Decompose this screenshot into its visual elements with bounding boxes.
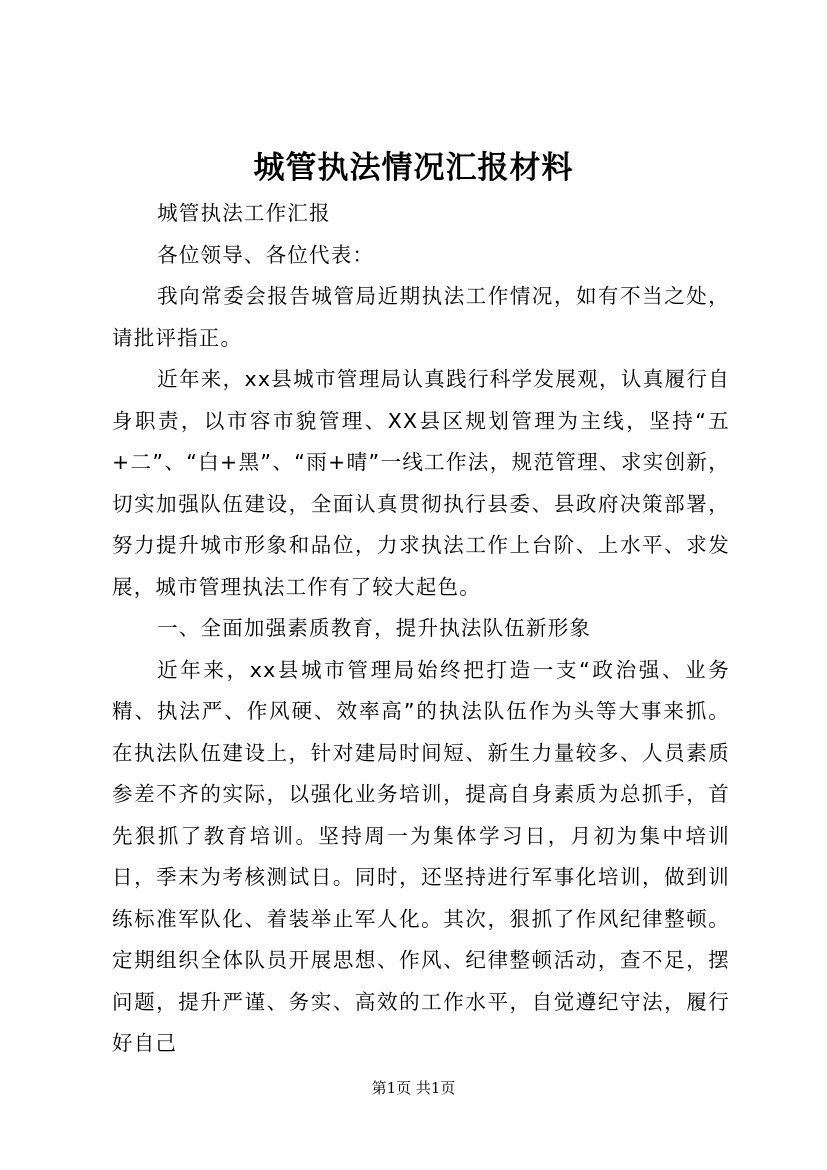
document-title: 城管执法情况汇报材料: [253, 150, 574, 186]
section-heading-1: 一、全面加强素质教育，提升执法队伍新形象: [157, 616, 592, 640]
document-body: [112, 193, 730, 1065]
paragraph-salutation: 各位领导、各位代表：: [157, 242, 375, 267]
paragraph-subtitle: 城管执法工作汇报: [157, 201, 331, 225]
paragraph-section-1: 近年来，xx县城市管理局始终把打造一支“政治强、业务精、执法严、作风硬、效率高”的执法队伍作为头等大事来抓。在执法队伍建设上，针对建局时间短、新生力量较多、人员素质参差不齐的实际，以强化业务培训，提高自身素质为总抓手，首先狠抓了教育培训。坚持周一为集体学习日，月初为集中培训日，季末为考核测试日。同时，还坚持进行军事化培训，做到训练标准军队化、着装举止军人化。其次，狠抓了作风纪律整顿。定期组织全体队员开展思想、作风、纪律整顿活动，查不足，摆问题，提升严谨、务实、高效的工作水平，自觉遵纪守法，履行好自己: [112, 657, 730, 1055]
paragraph-overview: 近年来，xx县城市管理局认真践行科学发展观，认真履行自身职责，以市容市貌管理、XX县区规划管理为主线，坚持“五+二”、“白+黑”、“雨+晴”一线工作法，规范管理、求实创新，切实加强队伍建设，全面认真贯彻执行县委、县政府决策部署，努力提升城市形象和品位，力求执法工作上台阶、上水平、求发展，城市管理执法工作有了较大起色。: [112, 367, 730, 599]
page-footer: 第1页 共1页: [371, 1079, 456, 1097]
paragraph-intro: 我向常委会报告城管局近期执法工作情况，如有不当之处，请批评指正。: [112, 284, 730, 350]
